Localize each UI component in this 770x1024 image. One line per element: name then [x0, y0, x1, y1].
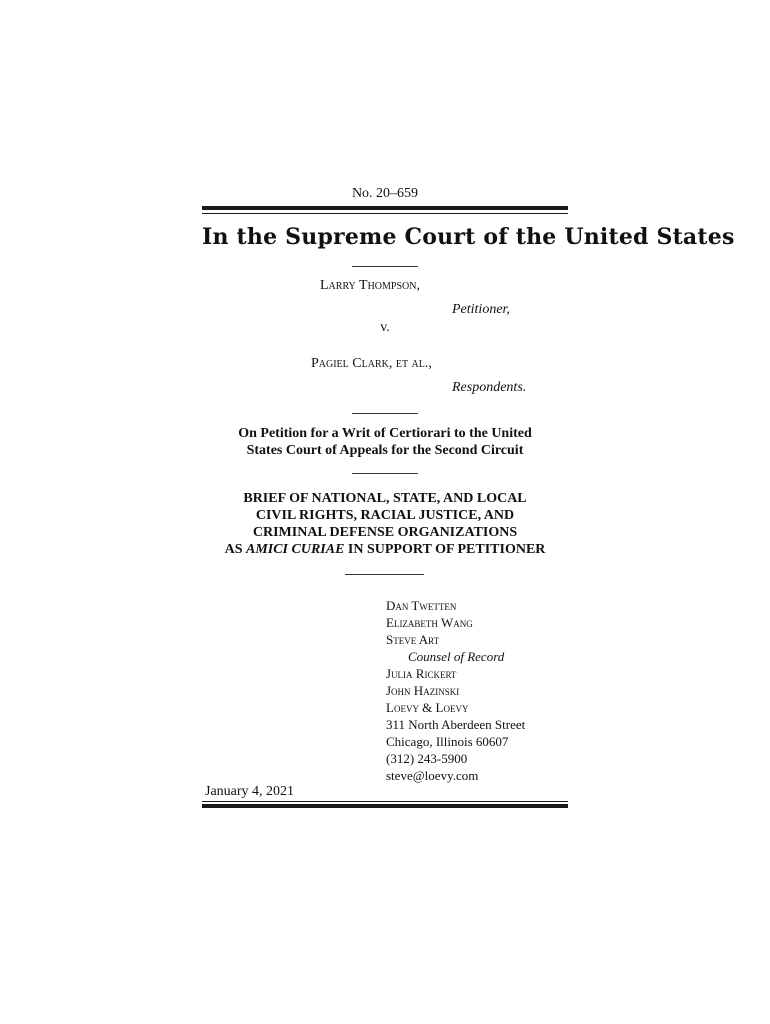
brief-title-line-2: CIVIL RIGHTS, RACIAL JUSTICE, AND [255, 508, 515, 523]
phone-number: (312) 243-5900 [386, 751, 468, 766]
city-state-zip: Chicago, Illinois 60607 [386, 734, 509, 749]
street-address: 311 North Aberdeen Street [386, 717, 526, 732]
top-thin-rule [202, 213, 568, 214]
petition-line-2: States Court of Appeals for the Second Circuit [246, 443, 524, 458]
counsel-of-record-label: Counsel of Record [408, 649, 505, 664]
petitioner-name: Larry Thompson, [320, 278, 420, 293]
separator-dash-4 [345, 574, 424, 575]
petitioner-role: Petitioner, [452, 302, 510, 317]
brief-title-suffix: IN SUPPORT OF PETITIONER [344, 542, 546, 557]
brief-title-amici: AMICI CURIAE [245, 542, 345, 557]
attorney-name: Elizabeth Wang [386, 615, 473, 630]
brief-title-line-4 [202, 541, 568, 558]
separator-dash-3 [352, 473, 418, 474]
respondent-role: Respondents. [452, 380, 527, 395]
bottom-thin-rule [202, 801, 568, 802]
attorney-name: Julia Rickert [386, 666, 457, 681]
attorney-name: Steve Art [386, 632, 440, 647]
versus: v. [380, 320, 390, 335]
email-address: steve@loevy.com [386, 768, 479, 783]
top-thick-rule [202, 206, 568, 210]
attorney-name: John Hazinski [386, 683, 460, 698]
court-title: In the Supreme Court of the United States [202, 224, 735, 250]
respondent-name: Pagiel Clark, et al., [311, 356, 432, 371]
petition-line-1: On Petition for a Writ of Certiorari to the United [238, 426, 532, 441]
filing-date: January 4, 2021 [205, 784, 295, 799]
brief-title-line-3: CRIMINAL DEFENSE ORGANIZATIONS [252, 525, 518, 540]
brief-title-prefix: AS [224, 542, 246, 557]
bottom-thick-rule [202, 804, 568, 808]
brief-title-line-1: BRIEF OF NATIONAL, STATE, AND LOCAL [243, 491, 527, 506]
separator-dash-2 [352, 413, 418, 414]
attorney-name: Dan Twetten [386, 598, 457, 613]
counsel-block [386, 597, 525, 784]
docket-number: No. 20–659 [351, 186, 419, 201]
separator-dash-1 [352, 266, 418, 267]
law-firm-name: Loevy & Loevy [386, 700, 469, 715]
